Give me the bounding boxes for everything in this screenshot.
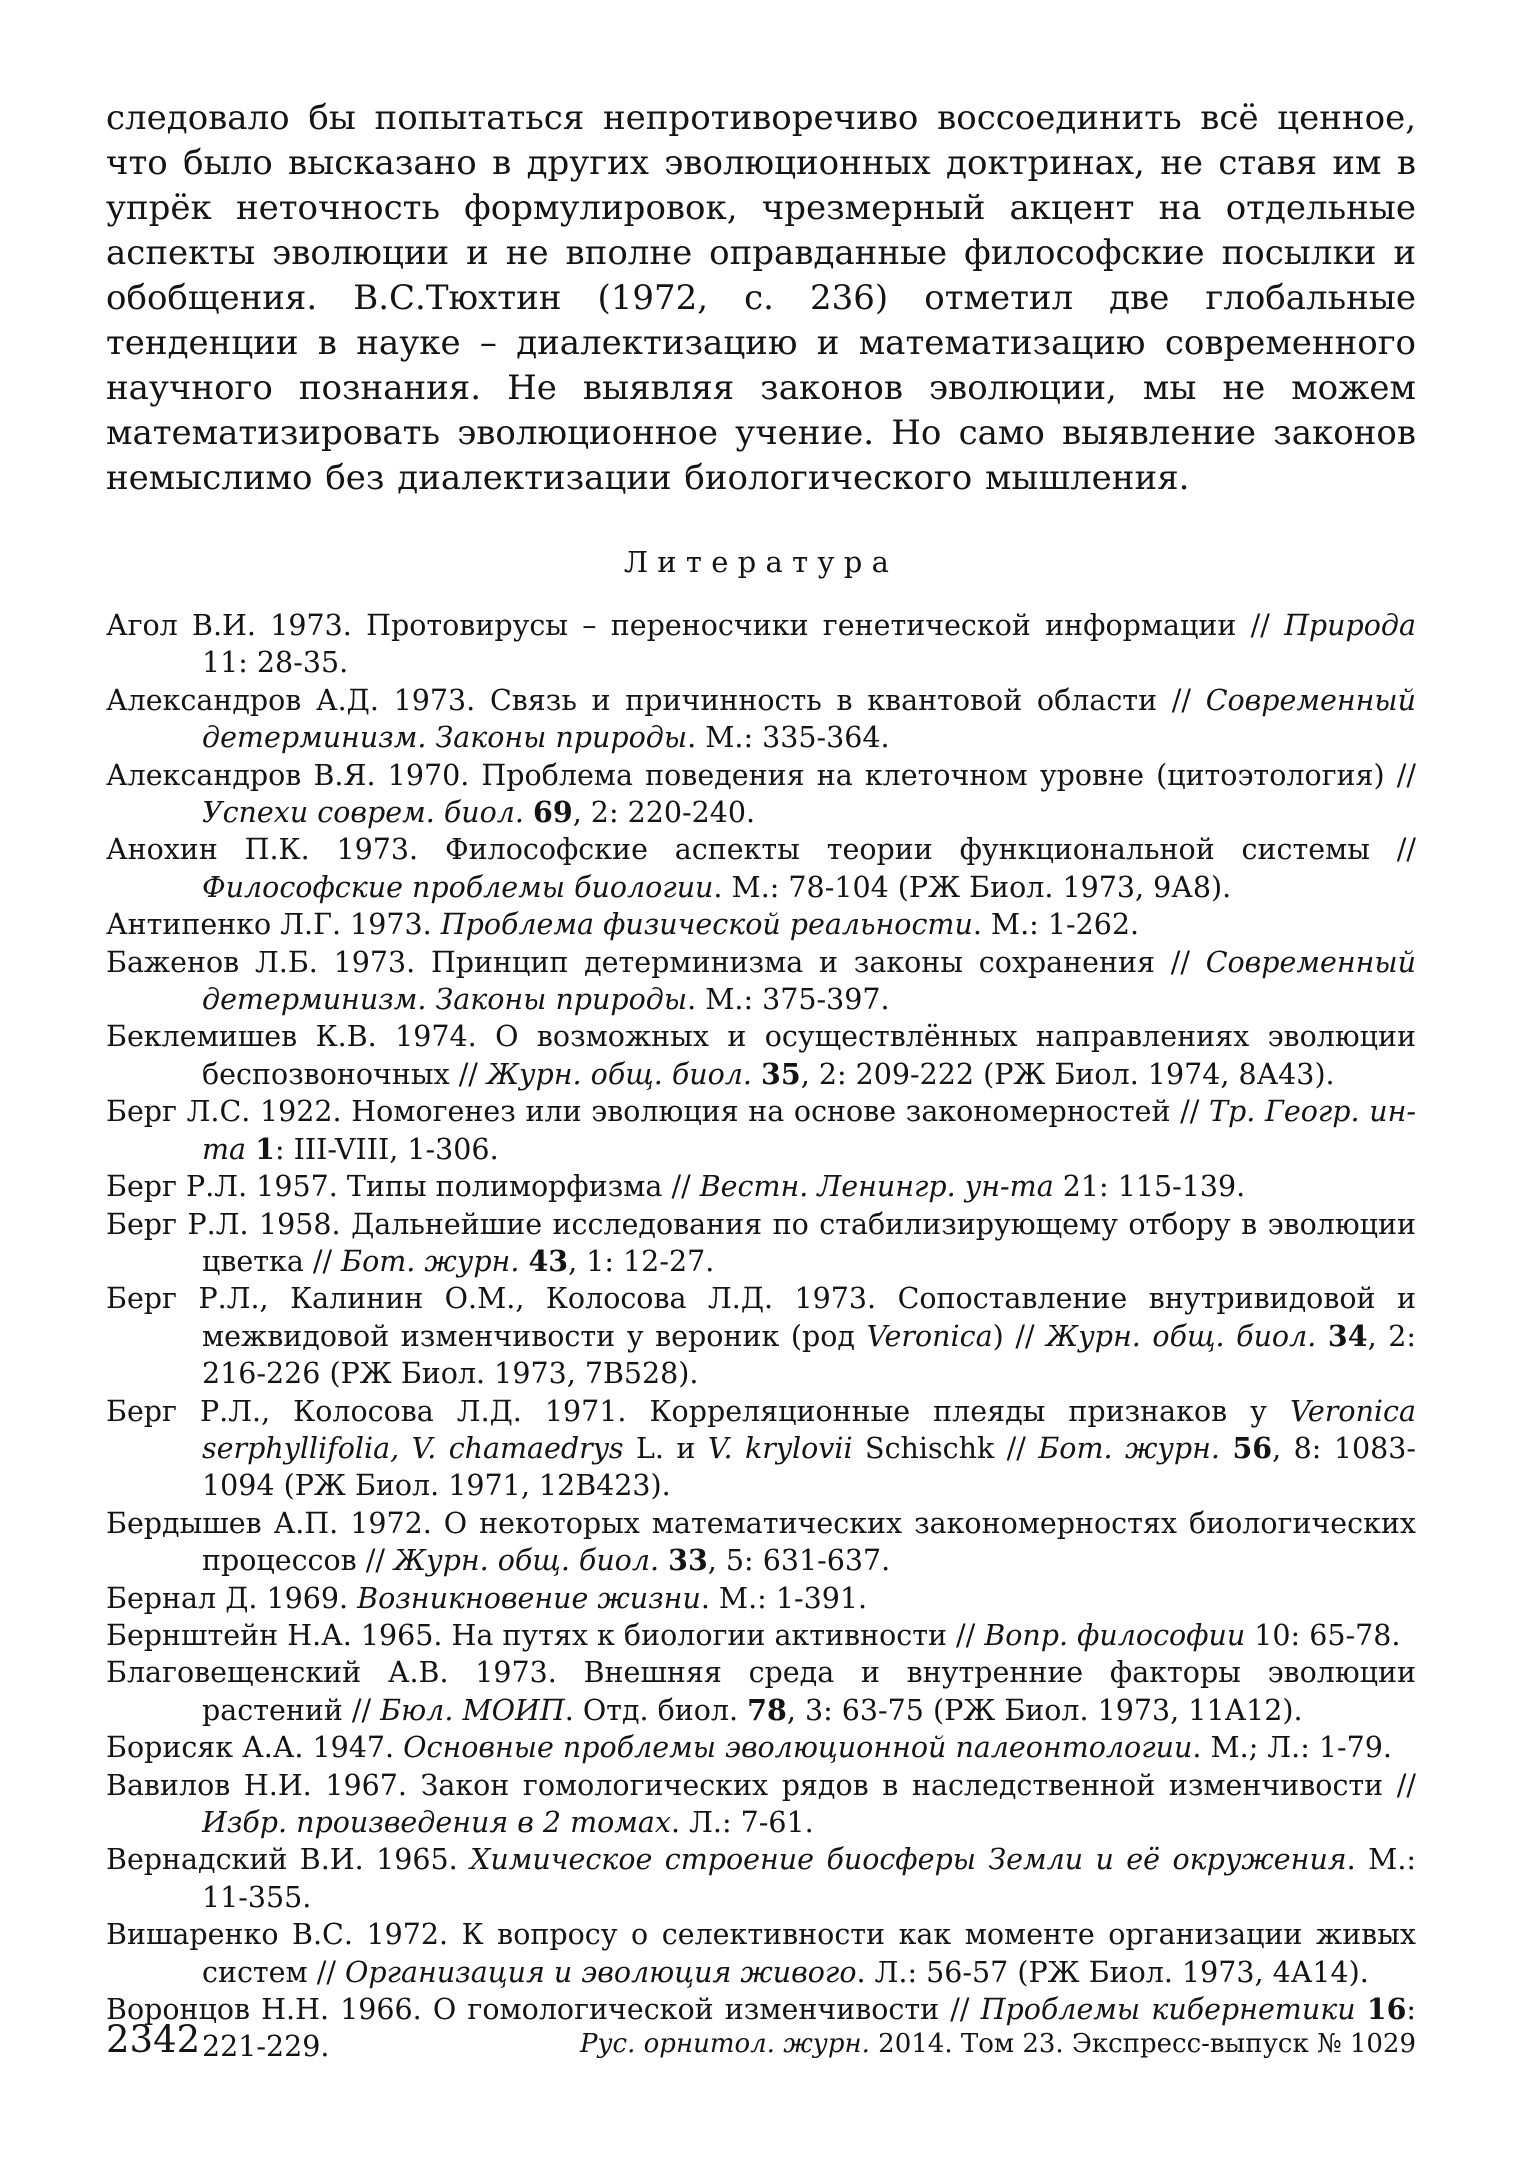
text-segment: 56 <box>1232 1430 1273 1465</box>
text-segment: Благовещенский А.В. 1973. Внешняя среда и внутренние факторы эволюции растений // <box>106 1656 1416 1727</box>
text-segment: . Л.: 7-61. <box>670 1806 814 1839</box>
text-segment: : 221-229. <box>202 1993 1417 2064</box>
text-segment: Бернал Д. 1969. <box>106 1581 358 1615</box>
text-segment: Рус. орнитол. журн. <box>579 2029 870 2059</box>
text-segment <box>1220 1432 1232 1465</box>
page-content <box>106 0 1416 2066</box>
text-segment: Возникновение жизни <box>357 1581 701 1615</box>
text-segment: Проблема физической реальности <box>440 908 973 942</box>
text-segment: . М.: 375-397. <box>687 983 890 1017</box>
text-segment: Современный детерминизм. Законы природы <box>202 683 1416 755</box>
text-segment: . Л.: 56-57 (РЖ Биол. 1973, 4А14). <box>856 1955 1369 1989</box>
text-segment: , 2: 216-226 (РЖ Биол. 1973, 7В528). <box>202 1319 1417 1391</box>
text-segment: 16 <box>1366 1992 1407 2027</box>
text-segment: Основные проблемы эволюционной палеонтологии <box>403 1731 1193 1765</box>
text-segment: , 8: 1083-1094 (РЖ Биол. 1971, 12В423). <box>202 1431 1417 1503</box>
references-list <box>106 607 1416 2066</box>
body-paragraph: следовало бы попытаться непротиворечиво воссоединить всё ценное, что было высказано в других эволюционных доктринах, не ставя им в упрёк неточность формулировок, чрезмерный акцент на отдельные аспекты эволюции и не вполне оправданные философские посылки и обобщения. В.С.Тюхтин (1972, с. 236) отметил две глобальные тенденции в науке – диалектизацию и математизацию современного научного познания. Не выявляя законов эволюции, мы не можем математизировать эволюционное учение. Но само выявление законов немыслимо без диалектизации биологического мышления. <box>106 98 1416 498</box>
text-segment: , 2: 220-240. <box>572 796 756 830</box>
text-segment: Воронцов Н.Н. 1966. О гомологической изменчивости // <box>106 1993 981 2027</box>
text-segment: Агол В.И. 1973. Протовирусы – переносчики генетической информации // <box>106 609 1285 642</box>
reference-item <box>106 831 1416 906</box>
text-segment: , 3: 63-75 (РЖ Биол. 1973, 11А12). <box>786 1693 1303 1727</box>
literature-heading: Литература <box>623 545 899 579</box>
reference-item <box>106 1654 1416 1729</box>
text-segment: Александров В.Я. 1970. Проблема поведения на клеточном уровне (цитоэтология) // <box>106 758 1416 792</box>
text-segment: Современный детерминизм. Законы природы <box>202 945 1416 1017</box>
text-segment: V. krylovii <box>707 1431 853 1465</box>
reference-item <box>106 1505 1416 1580</box>
text-segment: Тр. Геогр. ин-та <box>202 1095 1416 1166</box>
text-segment: Антипенко Л.Г. 1973. <box>106 908 441 942</box>
text-segment: 78 <box>747 1692 787 1727</box>
text-segment: Химическое строение биосферы Земли и её окружения <box>470 1843 1347 1877</box>
text-segment: Бот. журн. <box>1038 1431 1220 1465</box>
reference-item <box>106 1093 1416 1168</box>
text-segment <box>659 1544 668 1577</box>
text-segment <box>246 1133 255 1166</box>
text-segment <box>524 796 533 829</box>
text-segment: 11: 28-35. <box>202 646 349 680</box>
reference-item <box>106 1580 1416 1617</box>
text-segment: . М.: 78-104 (РЖ Биол. 1973, 9А8). <box>713 870 1232 904</box>
text-segment: , 2: 209-222 (РЖ Биол. 1974, 8А43). <box>800 1057 1335 1091</box>
text-segment: 34 <box>1327 1318 1368 1353</box>
text-segment: . М.: 11-355. <box>202 1843 1416 1914</box>
text-segment: Берг Р.Л., Калинин О.М., Колосова Л.Д. 1973. Сопоставление внутривидовой и межвидовой изменчивости у вероник (род <box>106 1282 1416 1353</box>
reference-item <box>106 1729 1416 1766</box>
reference-item <box>106 682 1416 757</box>
text-segment: Veronica <box>866 1319 993 1353</box>
text-segment: , 1: 12-27. <box>568 1244 715 1278</box>
text-segment: Баженов Л.Б. 1973. Принцип детерминизма и законы сохранения // <box>106 945 1206 979</box>
text-segment: Александров А.Д. 1973. Связь и причинность в квантовой области // <box>106 683 1206 717</box>
text-segment: Успехи соврем. биол. <box>202 796 524 830</box>
reference-item <box>106 1018 1416 1093</box>
text-segment: 69 <box>533 795 573 830</box>
reference-item <box>106 906 1416 943</box>
text-segment: 43 <box>528 1243 569 1278</box>
reference-item <box>106 944 1416 1019</box>
footer-journal <box>580 2029 1416 2059</box>
text-segment: 35 <box>761 1056 801 1091</box>
text-segment: Беклемишев К.В. 1974. О возможных и осуществлённых направлениях эволюции беспозвоночных // <box>106 1020 1416 1091</box>
reference-item <box>106 1280 1416 1392</box>
text-segment: 1 <box>255 1131 275 1166</box>
text-segment: Анохин П.К. 1973. Философские аспекты теории функциональной системы // <box>106 833 1416 867</box>
reference-item <box>106 1168 1416 1205</box>
text-segment: Журн. общ. биол. <box>486 1057 752 1091</box>
text-segment: : III-VIII, 1-306. <box>274 1132 499 1166</box>
reference-item <box>106 607 1416 682</box>
text-segment: Философские проблемы биологии <box>202 870 714 904</box>
text-segment: Берг Л.С. 1922. Номогенез или эволюция на основе закономерностей // <box>106 1095 1209 1129</box>
text-segment: Берг Р.Л. 1957. Типы полиморфизма // <box>106 1170 700 1204</box>
text-segment: Бердышев А.П. 1972. О некоторых математических закономерностях биологических процессов // <box>106 1506 1416 1578</box>
text-segment: Вопр. философии <box>984 1618 1246 1652</box>
text-segment: . М.; Л.: 1-79. <box>1192 1731 1392 1765</box>
text-segment: 10: 65-78. <box>1245 1618 1401 1652</box>
text-segment: Schischk // <box>852 1431 1039 1465</box>
text-segment: Бюл. МОИП <box>380 1693 565 1727</box>
text-segment: Бот. журн. <box>341 1244 520 1278</box>
page-number: 2342 <box>106 2018 201 2061</box>
text-segment: L. и <box>623 1431 708 1465</box>
reference-item <box>106 1393 1416 1505</box>
text-segment: Вавилов Н.И. 1967. Закон гомологических рядов в наследственной изменчивости // <box>106 1768 1416 1802</box>
text-segment: Берг Р.Л., Колосова Л.Д. 1971. Корреляционные плеяды признаков у <box>106 1394 1290 1428</box>
text-segment: 21: 115-139. <box>1053 1170 1246 1204</box>
reference-item <box>106 1841 1416 1916</box>
text-segment: . М.: 1-262. <box>972 908 1140 942</box>
text-segment: . Отд. биол. <box>564 1693 748 1727</box>
text-segment: Вестн. Ленингр. ун-та <box>699 1170 1054 1204</box>
text-segment: 2014. Том 23. Экспресс-выпуск № 1029 <box>869 2029 1416 2059</box>
reference-item <box>106 1617 1416 1654</box>
reference-item <box>106 1767 1416 1842</box>
reference-item <box>106 1206 1416 1281</box>
text-segment: . М.: 1-391. <box>700 1581 868 1615</box>
text-segment: Избр. произведения в 2 томах <box>202 1806 671 1839</box>
reference-item <box>106 1916 1416 1991</box>
page-footer <box>106 2018 1416 2061</box>
text-segment: 33 <box>668 1543 708 1578</box>
text-segment: Проблемы кибернетики <box>980 1993 1356 2027</box>
text-segment: Журн. общ. биол. <box>394 1544 660 1578</box>
text-segment <box>752 1058 761 1091</box>
text-segment: Берг Р.Л. 1958. Дальнейшие исследования по стабилизирующему отбору в эволюции цветка // <box>106 1207 1416 1278</box>
text-segment: Борисяк А.А. 1947. <box>106 1731 404 1765</box>
text-segment: ) // <box>992 1319 1047 1353</box>
text-segment <box>1316 1320 1328 1353</box>
text-segment: Вернадский В.И. 1965. <box>106 1843 471 1877</box>
text-segment: Природа <box>1284 609 1416 642</box>
text-segment: . М.: 335-364. <box>687 721 890 755</box>
reference-item <box>106 757 1416 832</box>
text-segment: Вишаренко В.С. 1972. К вопросу о селективности как моменте организации живых систем // <box>106 1918 1416 1989</box>
text-segment: Организация и эволюция живого <box>345 1955 857 1989</box>
text-segment: Бернштейн Н.А. 1965. На путях к биологии активности // <box>106 1618 985 1652</box>
text-segment: Журн. общ. биол. <box>1046 1319 1317 1353</box>
text-segment: , 5: 631-637. <box>707 1544 891 1578</box>
text-segment: Veronica serphyllifolia, V. chamaedrys <box>202 1394 1416 1465</box>
